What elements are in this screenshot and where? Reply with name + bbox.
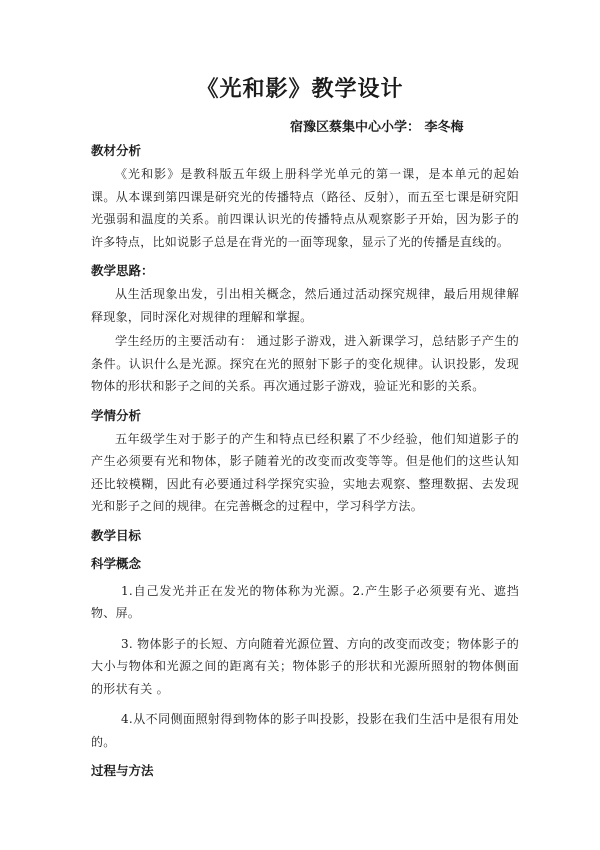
heading-teaching-ideas: 教学思路：	[91, 263, 154, 278]
concept-item-3: 3. 物体影子的长短、方向随着光源位置、方向的改变而改变；物体影子的大小与物体和光源之间的距离有关；物体影子的形状和光源所照射的物体侧面的形状有关 。	[91, 636, 519, 696]
concept-item-1: 1.自己发光并正在发光的物体称为光源。2.产生影子必须要有光、遮挡物、屏。	[91, 583, 519, 620]
paragraph-teaching-ideas-1: 从生活现象出发，引出相关概念，然后通过活动探究规律，最后用规律解释现象，同时深化对规律的理解和掌握。	[91, 287, 519, 324]
heading-process-methods: 过程与方法	[91, 763, 154, 778]
paragraph-material-analysis: 《光和影》是教科版五年级上册科学光单元的第一课，是本单元的起始课。从本课到第四课是研究光的传播特点（路径、反射），而五至七课是研究阳光强弱和温度的关系。前四课认识光的传播特点从观察影子开始，因为影子的许多特点，比如说影子总是在背光的一面等现象，显示了光的传播是直线的。	[91, 167, 519, 249]
concept-item-4: 4.从不同侧面照射得到物体的影子叫投影，投影在我们生活中是很有用处的。	[91, 712, 519, 749]
heading-material-analysis: 教材分析	[91, 143, 142, 158]
document-title: 《光和影》教学设计	[196, 77, 404, 102]
heading-teaching-goals: 教学目标	[91, 527, 142, 543]
paragraph-teaching-ideas-2: 学生经历的主要活动有： 通过影子游戏，进入新课学习，总结影子产生的条件。认识什么是光源。探究在光的照射下影子的变化规律。认识投影，发现物体的形状和影子之间的关系。再次通过影子游戏，验证光和影的关系。	[91, 334, 519, 393]
paragraph-learning-analysis: 五年级学生对于影子的产生和特点已经积累了不少经验，他们知道影子的产生必须要有光和物体，影子随着光的改变而改变等等。但是他们的这些认知还比较模糊，因此有必要通过科学探究实验，实地去观察、整理数据、去发现光和影子之间的规律。在完善概念的过程中，学习科学方法。	[91, 431, 519, 513]
document-body	[91, 133, 519, 781]
heading-science-concepts: 科学概念	[91, 555, 142, 571]
heading-learning-analysis: 学情分析	[91, 407, 142, 423]
document-author: 宿豫区蔡集中心小学： 李冬梅	[290, 120, 464, 135]
